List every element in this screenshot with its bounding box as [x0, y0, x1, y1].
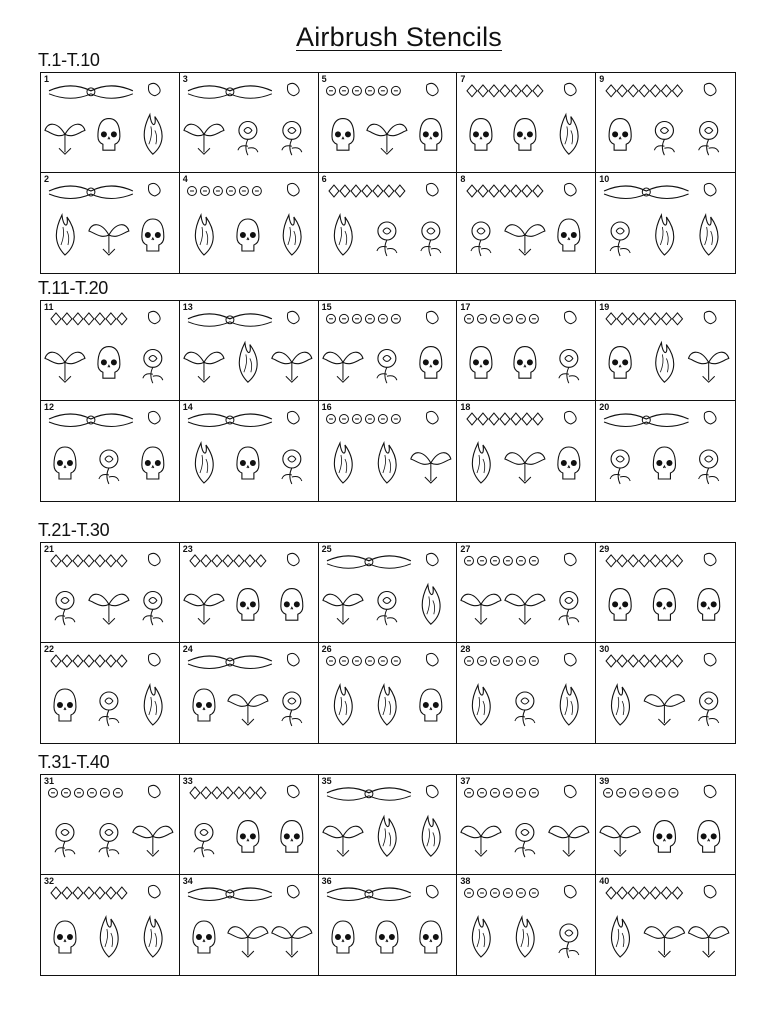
stencil-illustration	[596, 173, 735, 273]
stencil-illustration	[319, 401, 457, 501]
stencil-illustration	[180, 875, 318, 975]
stencil-cell	[596, 301, 735, 401]
stencil-artwork	[41, 775, 179, 874]
stencil-illustration	[319, 643, 457, 743]
stencil-number: 21	[44, 544, 55, 554]
stencil-artwork	[457, 543, 595, 642]
stencil-number: 24	[182, 644, 193, 654]
stencil-cell	[596, 401, 735, 501]
stencil-number: 5	[321, 74, 327, 84]
stencil-cell	[596, 643, 735, 743]
stencil-illustration	[41, 173, 179, 273]
stencil-illustration	[41, 301, 179, 400]
stencil-cell	[596, 775, 735, 875]
stencil-number: 14	[182, 402, 193, 412]
stencil-cell	[41, 643, 180, 743]
stencil-artwork	[180, 643, 318, 743]
stencil-cell	[41, 543, 180, 643]
section-title: T.11-T.20	[38, 278, 109, 298]
stencil-artwork	[319, 643, 457, 743]
stencil-number: 9	[599, 74, 605, 84]
stencil-illustration	[41, 543, 179, 642]
stencil-illustration	[457, 543, 595, 642]
stencil-cell	[41, 301, 180, 401]
section-title: T.1-T.10	[38, 50, 100, 70]
stencil-number: 31	[44, 776, 55, 786]
stencil-number: 40	[599, 876, 610, 886]
stencil-artwork	[180, 875, 318, 975]
stencil-artwork	[457, 775, 595, 874]
stencil-artwork	[457, 173, 595, 273]
stencil-illustration	[319, 73, 457, 172]
stencil-number: 18	[460, 402, 471, 412]
stencil-cell	[319, 401, 458, 501]
section-title: T.31-T.40	[38, 752, 110, 772]
stencil-illustration	[319, 875, 457, 975]
stencil-number: 4	[182, 174, 188, 184]
stencil-number: 13	[182, 302, 193, 312]
stencil-number: 22	[44, 644, 55, 654]
stencil-illustration	[457, 73, 595, 172]
stencil-artwork	[457, 875, 595, 975]
stencil-illustration	[180, 301, 318, 400]
stencil-artwork	[180, 73, 318, 172]
stencil-illustration	[180, 775, 318, 874]
section-title: T.21-T.30	[38, 520, 110, 540]
stencil-cell	[596, 73, 735, 173]
stencil-artwork	[596, 401, 735, 501]
stencil-grid	[40, 72, 736, 274]
stencil-artwork	[596, 301, 735, 400]
stencil-illustration	[180, 73, 318, 172]
stencil-illustration	[457, 301, 595, 400]
stencil-cell	[180, 173, 319, 273]
stencil-artwork	[41, 875, 179, 975]
stencil-number: 35	[321, 776, 332, 786]
stencil-number: 23	[182, 544, 193, 554]
stencil-artwork	[41, 543, 179, 642]
stencil-number: 37	[460, 776, 471, 786]
stencil-illustration	[180, 543, 318, 642]
stencil-artwork	[41, 401, 179, 501]
stencil-artwork	[596, 875, 735, 975]
stencil-artwork	[457, 643, 595, 743]
stencil-number: 28	[460, 644, 471, 654]
stencil-artwork	[457, 73, 595, 172]
stencil-cell	[596, 543, 735, 643]
stencil-number: 3	[182, 74, 188, 84]
stencil-illustration	[41, 875, 179, 975]
stencil-cell	[319, 775, 458, 875]
stencil-artwork	[457, 301, 595, 400]
stencil-number: 6	[321, 174, 327, 184]
stencil-cell	[457, 301, 596, 401]
stencil-artwork	[319, 775, 457, 874]
stencil-cell	[180, 875, 319, 975]
stencil-cell	[457, 775, 596, 875]
stencil-artwork	[319, 401, 457, 501]
stencil-cell	[180, 543, 319, 643]
stencil-cell	[319, 543, 458, 643]
stencil-number: 20	[599, 402, 610, 412]
stencil-cell	[180, 301, 319, 401]
stencil-grid	[40, 300, 736, 502]
stencil-number: 8	[460, 174, 466, 184]
stencil-number: 16	[321, 402, 332, 412]
stencil-cell	[41, 73, 180, 173]
stencil-artwork	[596, 775, 735, 874]
stencil-illustration	[596, 401, 735, 501]
stencil-illustration	[457, 173, 595, 273]
stencil-artwork	[180, 775, 318, 874]
stencil-number: 12	[44, 402, 55, 412]
stencil-artwork	[457, 401, 595, 501]
stencil-illustration	[41, 643, 179, 743]
stencil-illustration	[457, 775, 595, 874]
stencil-cell	[457, 875, 596, 975]
stencil-cell	[319, 643, 458, 743]
stencil-artwork	[180, 543, 318, 642]
page-title	[0, 22, 768, 53]
stencil-number: 33	[182, 776, 193, 786]
stencil-artwork	[319, 543, 457, 642]
stencil-artwork	[596, 73, 735, 172]
stencil-cell	[319, 301, 458, 401]
stencil-illustration	[41, 73, 179, 172]
stencil-number: 10	[599, 174, 610, 184]
stencil-number: 19	[599, 302, 610, 312]
stencil-artwork	[319, 73, 457, 172]
stencil-illustration	[180, 173, 318, 273]
stencil-cell	[457, 401, 596, 501]
stencil-artwork	[41, 643, 179, 743]
stencil-number: 34	[182, 876, 193, 886]
stencil-illustration	[319, 543, 457, 642]
stencil-number: 1	[44, 74, 50, 84]
stencil-number: 32	[44, 876, 55, 886]
stencil-illustration	[596, 875, 735, 975]
stencil-artwork	[180, 173, 318, 273]
page-title-text: Airbrush Stencils	[296, 22, 502, 52]
stencil-illustration	[457, 643, 595, 743]
stencil-number: 36	[321, 876, 332, 886]
stencil-grid	[40, 542, 736, 744]
stencil-number: 2	[44, 174, 50, 184]
stencil-cell	[596, 173, 735, 273]
stencil-number: 27	[460, 544, 471, 554]
stencil-cell	[319, 73, 458, 173]
stencil-number: 17	[460, 302, 471, 312]
stencil-illustration	[457, 401, 595, 501]
stencil-artwork	[596, 543, 735, 642]
stencil-illustration	[319, 173, 457, 273]
stencil-illustration	[41, 775, 179, 874]
stencil-cell	[319, 875, 458, 975]
stencil-illustration	[180, 401, 318, 501]
stencil-number: 15	[321, 302, 332, 312]
stencil-cell	[319, 173, 458, 273]
stencil-artwork	[596, 643, 735, 743]
stencil-number: 25	[321, 544, 332, 554]
stencil-illustration	[596, 543, 735, 642]
stencil-number: 26	[321, 644, 332, 654]
stencil-illustration	[319, 775, 457, 874]
stencil-cell	[180, 775, 319, 875]
stencil-cell	[41, 401, 180, 501]
stencil-artwork	[319, 875, 457, 975]
stencil-artwork	[319, 301, 457, 400]
stencil-artwork	[41, 301, 179, 400]
stencil-number: 11	[44, 302, 54, 312]
stencil-illustration	[457, 875, 595, 975]
stencil-artwork	[180, 401, 318, 501]
stencil-cell	[41, 775, 180, 875]
stencil-illustration	[180, 643, 318, 743]
stencil-artwork	[319, 173, 457, 273]
stencil-cell	[457, 643, 596, 743]
stencil-artwork	[41, 173, 179, 273]
stencil-number: 30	[599, 644, 610, 654]
stencil-cell	[180, 73, 319, 173]
stencil-illustration	[596, 73, 735, 172]
stencil-illustration	[319, 301, 457, 400]
stencil-number: 29	[599, 544, 610, 554]
stencil-cell	[596, 875, 735, 975]
stencil-cell	[180, 401, 319, 501]
stencil-number: 38	[460, 876, 471, 886]
stencil-cell	[457, 73, 596, 173]
stencil-illustration	[596, 301, 735, 400]
stencil-cell	[41, 173, 180, 273]
stencil-cell	[41, 875, 180, 975]
stencil-cell	[457, 173, 596, 273]
stencil-artwork	[180, 301, 318, 400]
stencil-artwork	[41, 73, 179, 172]
stencil-illustration	[41, 401, 179, 501]
stencil-artwork	[596, 173, 735, 273]
stencil-cell	[180, 643, 319, 743]
stencil-number: 7	[460, 74, 466, 84]
stencil-grid	[40, 774, 736, 976]
stencil-cell	[457, 543, 596, 643]
stencil-illustration	[596, 643, 735, 743]
stencil-number: 39	[599, 776, 610, 786]
stencil-illustration	[596, 775, 735, 874]
